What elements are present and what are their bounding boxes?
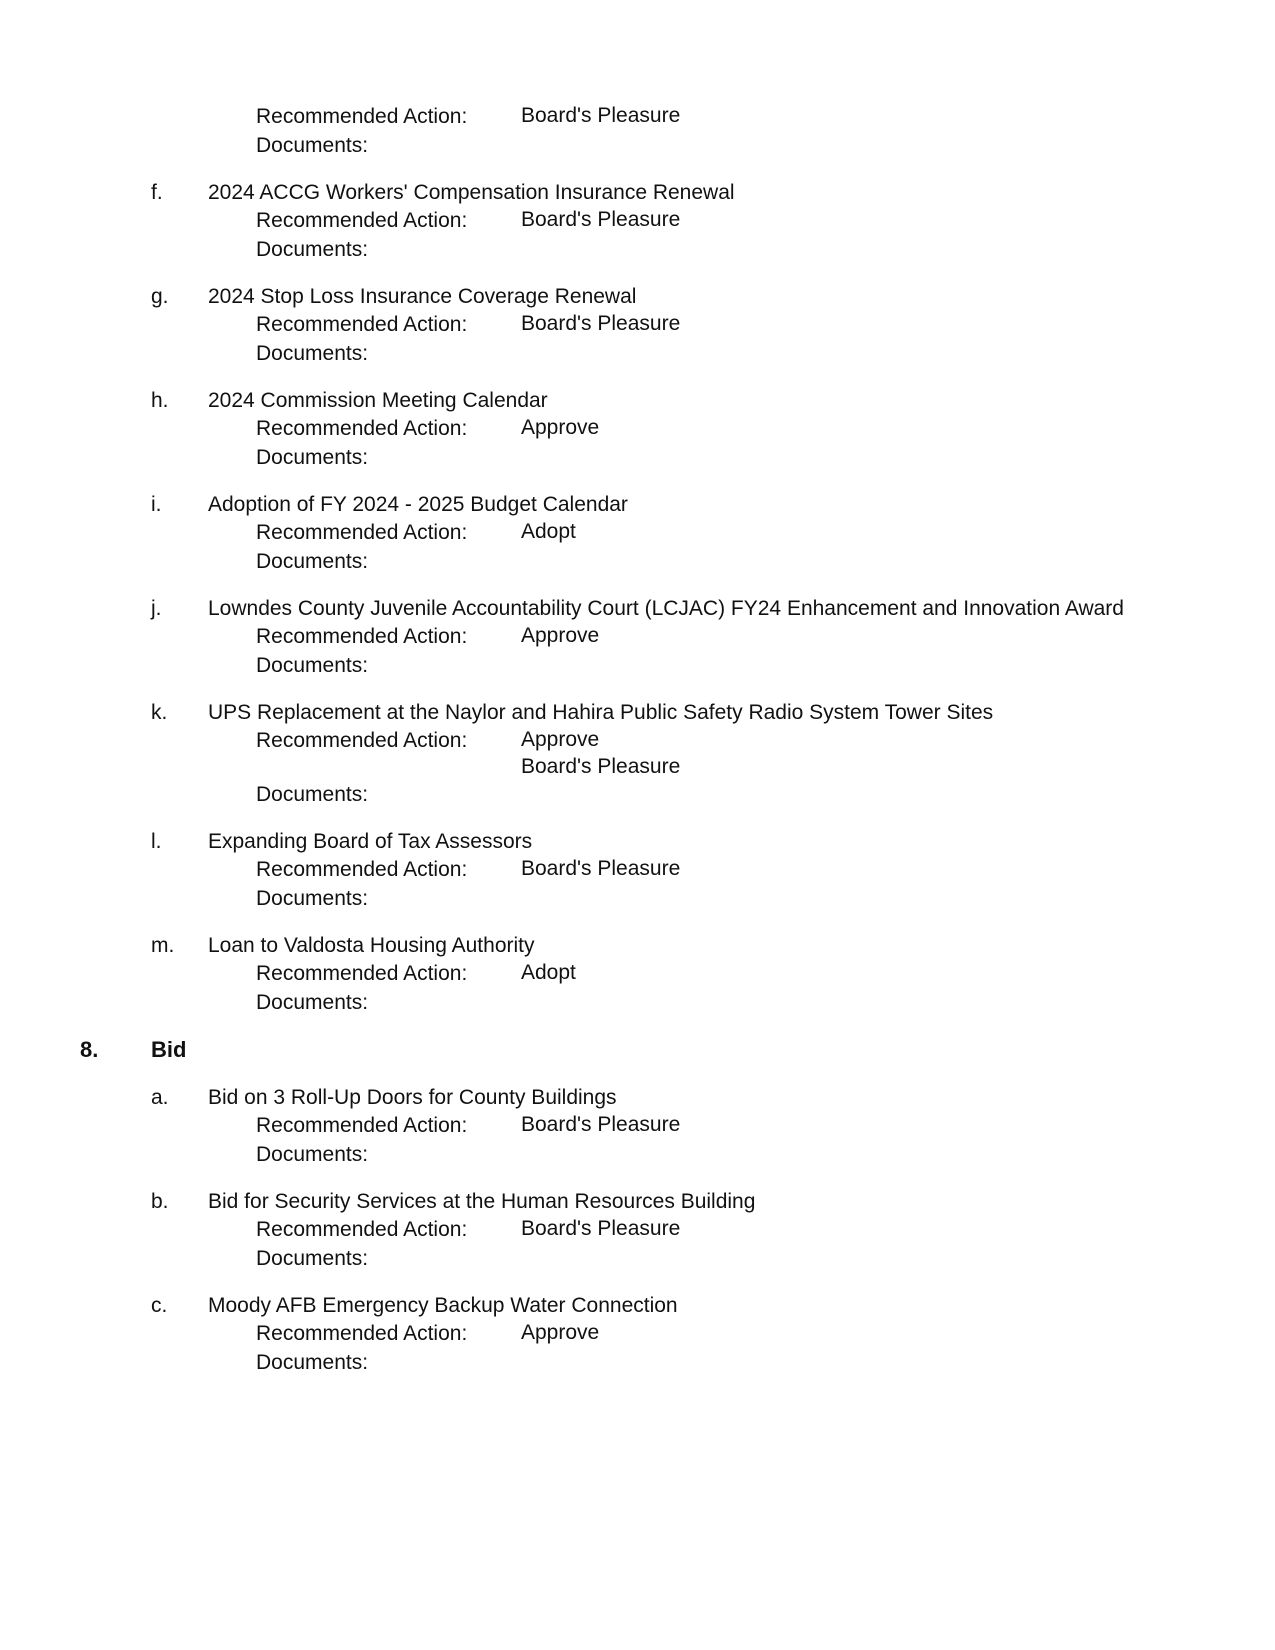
recommended-action-value: Board's Pleasure	[521, 312, 681, 335]
documents-label: Documents:	[256, 1351, 369, 1374]
recommended-action-row	[256, 1111, 1275, 1140]
section-number: 8.	[80, 1037, 99, 1062]
recommended-action-label: Recommended Action:	[256, 417, 468, 440]
documents-row	[256, 547, 1275, 576]
recommended-action-value: Board's Pleasure	[521, 857, 681, 880]
documents-row	[256, 651, 1275, 680]
recommended-action-value: Approve	[521, 1321, 600, 1344]
documents-label: Documents:	[256, 654, 369, 677]
documents-label: Documents:	[256, 446, 369, 469]
recommended-action-value: Board's Pleasure	[521, 1217, 681, 1240]
section-heading-bid	[0, 1035, 1275, 1083]
item-title: Adoption of FY 2024 - 2025 Budget Calendar	[208, 493, 628, 516]
item-title: 2024 ACCG Workers' Compensation Insurance Renewal	[208, 181, 735, 204]
agenda-item	[0, 1187, 1275, 1273]
item-letter: k.	[151, 701, 168, 724]
recommended-action-value: Approve	[521, 416, 600, 439]
agenda-item	[0, 386, 1275, 472]
recommended-action-row	[256, 206, 1275, 235]
recommended-action-value: Adopt	[521, 520, 576, 543]
recommended-action-label: Recommended Action:	[256, 1322, 468, 1345]
item-title: Loan to Valdosta Housing Authority	[208, 934, 535, 957]
recommended-action-label: Recommended Action:	[256, 209, 468, 232]
recommended-action-row	[256, 310, 1275, 339]
recommended-action-label: Recommended Action:	[256, 1218, 468, 1241]
documents-row	[256, 339, 1275, 368]
agenda-item	[0, 931, 1275, 1017]
item-letter: g.	[151, 285, 169, 308]
documents-label: Documents:	[256, 1247, 369, 1270]
documents-row	[256, 443, 1275, 472]
item-title: 2024 Stop Loss Insurance Coverage Renewal	[208, 285, 637, 308]
recommended-action-value: Board's Pleasure	[521, 1113, 681, 1136]
agenda-item-continuation	[0, 102, 1275, 160]
recommended-action-value: Approve	[521, 728, 600, 751]
recommended-action-row	[256, 102, 1275, 131]
recommended-action-label: Recommended Action:	[256, 313, 468, 336]
documents-label: Documents:	[256, 134, 369, 157]
item-title: Lowndes County Juvenile Accountability Court (LCJAC) FY24 Enhancement and Innovation Award	[208, 597, 1124, 620]
recommended-action-value: Approve	[521, 624, 600, 647]
item-title: Bid for Security Services at the Human Resources Building	[208, 1190, 756, 1213]
item-letter: b.	[151, 1190, 169, 1213]
documents-label: Documents:	[256, 991, 369, 1014]
recommended-action-label: Recommended Action:	[256, 858, 468, 881]
recommended-action-value: Board's Pleasure	[521, 104, 681, 127]
agenda-item	[0, 1083, 1275, 1169]
documents-label: Documents:	[256, 783, 369, 806]
documents-row	[256, 780, 1275, 809]
documents-row	[256, 988, 1275, 1017]
item-letter: h.	[151, 389, 169, 412]
recommended-action-row	[256, 1319, 1275, 1348]
agenda-item	[0, 1291, 1275, 1377]
agenda-item	[0, 490, 1275, 576]
recommended-action-label: Recommended Action:	[256, 962, 468, 985]
item-letter: j.	[151, 597, 162, 620]
item-title: UPS Replacement at the Naylor and Hahira Public Safety Radio System Tower Sites	[208, 701, 994, 724]
recommended-action-value: Adopt	[521, 961, 576, 984]
documents-row	[256, 884, 1275, 913]
documents-row	[256, 1244, 1275, 1273]
agenda-item	[0, 698, 1275, 809]
agenda-item	[0, 178, 1275, 264]
recommended-action-label: Recommended Action:	[256, 521, 468, 544]
item-letter: i.	[151, 493, 162, 516]
item-letter: c.	[151, 1294, 168, 1317]
item-letter: l.	[151, 830, 162, 853]
recommended-action-row	[256, 1215, 1275, 1244]
agenda-item	[0, 282, 1275, 368]
documents-row	[256, 235, 1275, 264]
item-title: 2024 Commission Meeting Calendar	[208, 389, 548, 412]
recommended-action-label: Recommended Action:	[256, 1114, 468, 1137]
recommended-action-row	[256, 518, 1275, 547]
recommended-action-row	[256, 959, 1275, 988]
recommended-action-label: Recommended Action:	[256, 729, 468, 752]
recommended-action-row	[256, 622, 1275, 651]
documents-label: Documents:	[256, 238, 369, 261]
agenda-item	[0, 594, 1275, 680]
section-name: Bid	[151, 1037, 187, 1062]
recommended-action-row	[256, 726, 1275, 780]
item-title: Bid on 3 Roll-Up Doors for County Buildings	[208, 1086, 617, 1109]
item-title: Expanding Board of Tax Assessors	[208, 830, 533, 853]
documents-label: Documents:	[256, 342, 369, 365]
recommended-action-row	[256, 855, 1275, 884]
item-title: Moody AFB Emergency Backup Water Connection	[208, 1294, 678, 1317]
item-letter: a.	[151, 1086, 169, 1109]
recommended-action-label: Recommended Action:	[256, 625, 468, 648]
documents-row	[256, 1140, 1275, 1169]
documents-label: Documents:	[256, 887, 369, 910]
documents-label: Documents:	[256, 1143, 369, 1166]
agenda-item	[0, 827, 1275, 913]
recommended-action-value: Board's Pleasure	[521, 755, 681, 778]
documents-label: Documents:	[256, 550, 369, 573]
item-letter: f.	[151, 181, 163, 204]
item-letter: m.	[151, 934, 175, 957]
recommended-action-value: Board's Pleasure	[521, 208, 681, 231]
documents-row	[256, 131, 1275, 160]
recommended-action-label: Recommended Action:	[256, 105, 468, 128]
recommended-action-row	[256, 414, 1275, 443]
agenda-page	[0, 102, 1275, 1395]
documents-row	[256, 1348, 1275, 1377]
